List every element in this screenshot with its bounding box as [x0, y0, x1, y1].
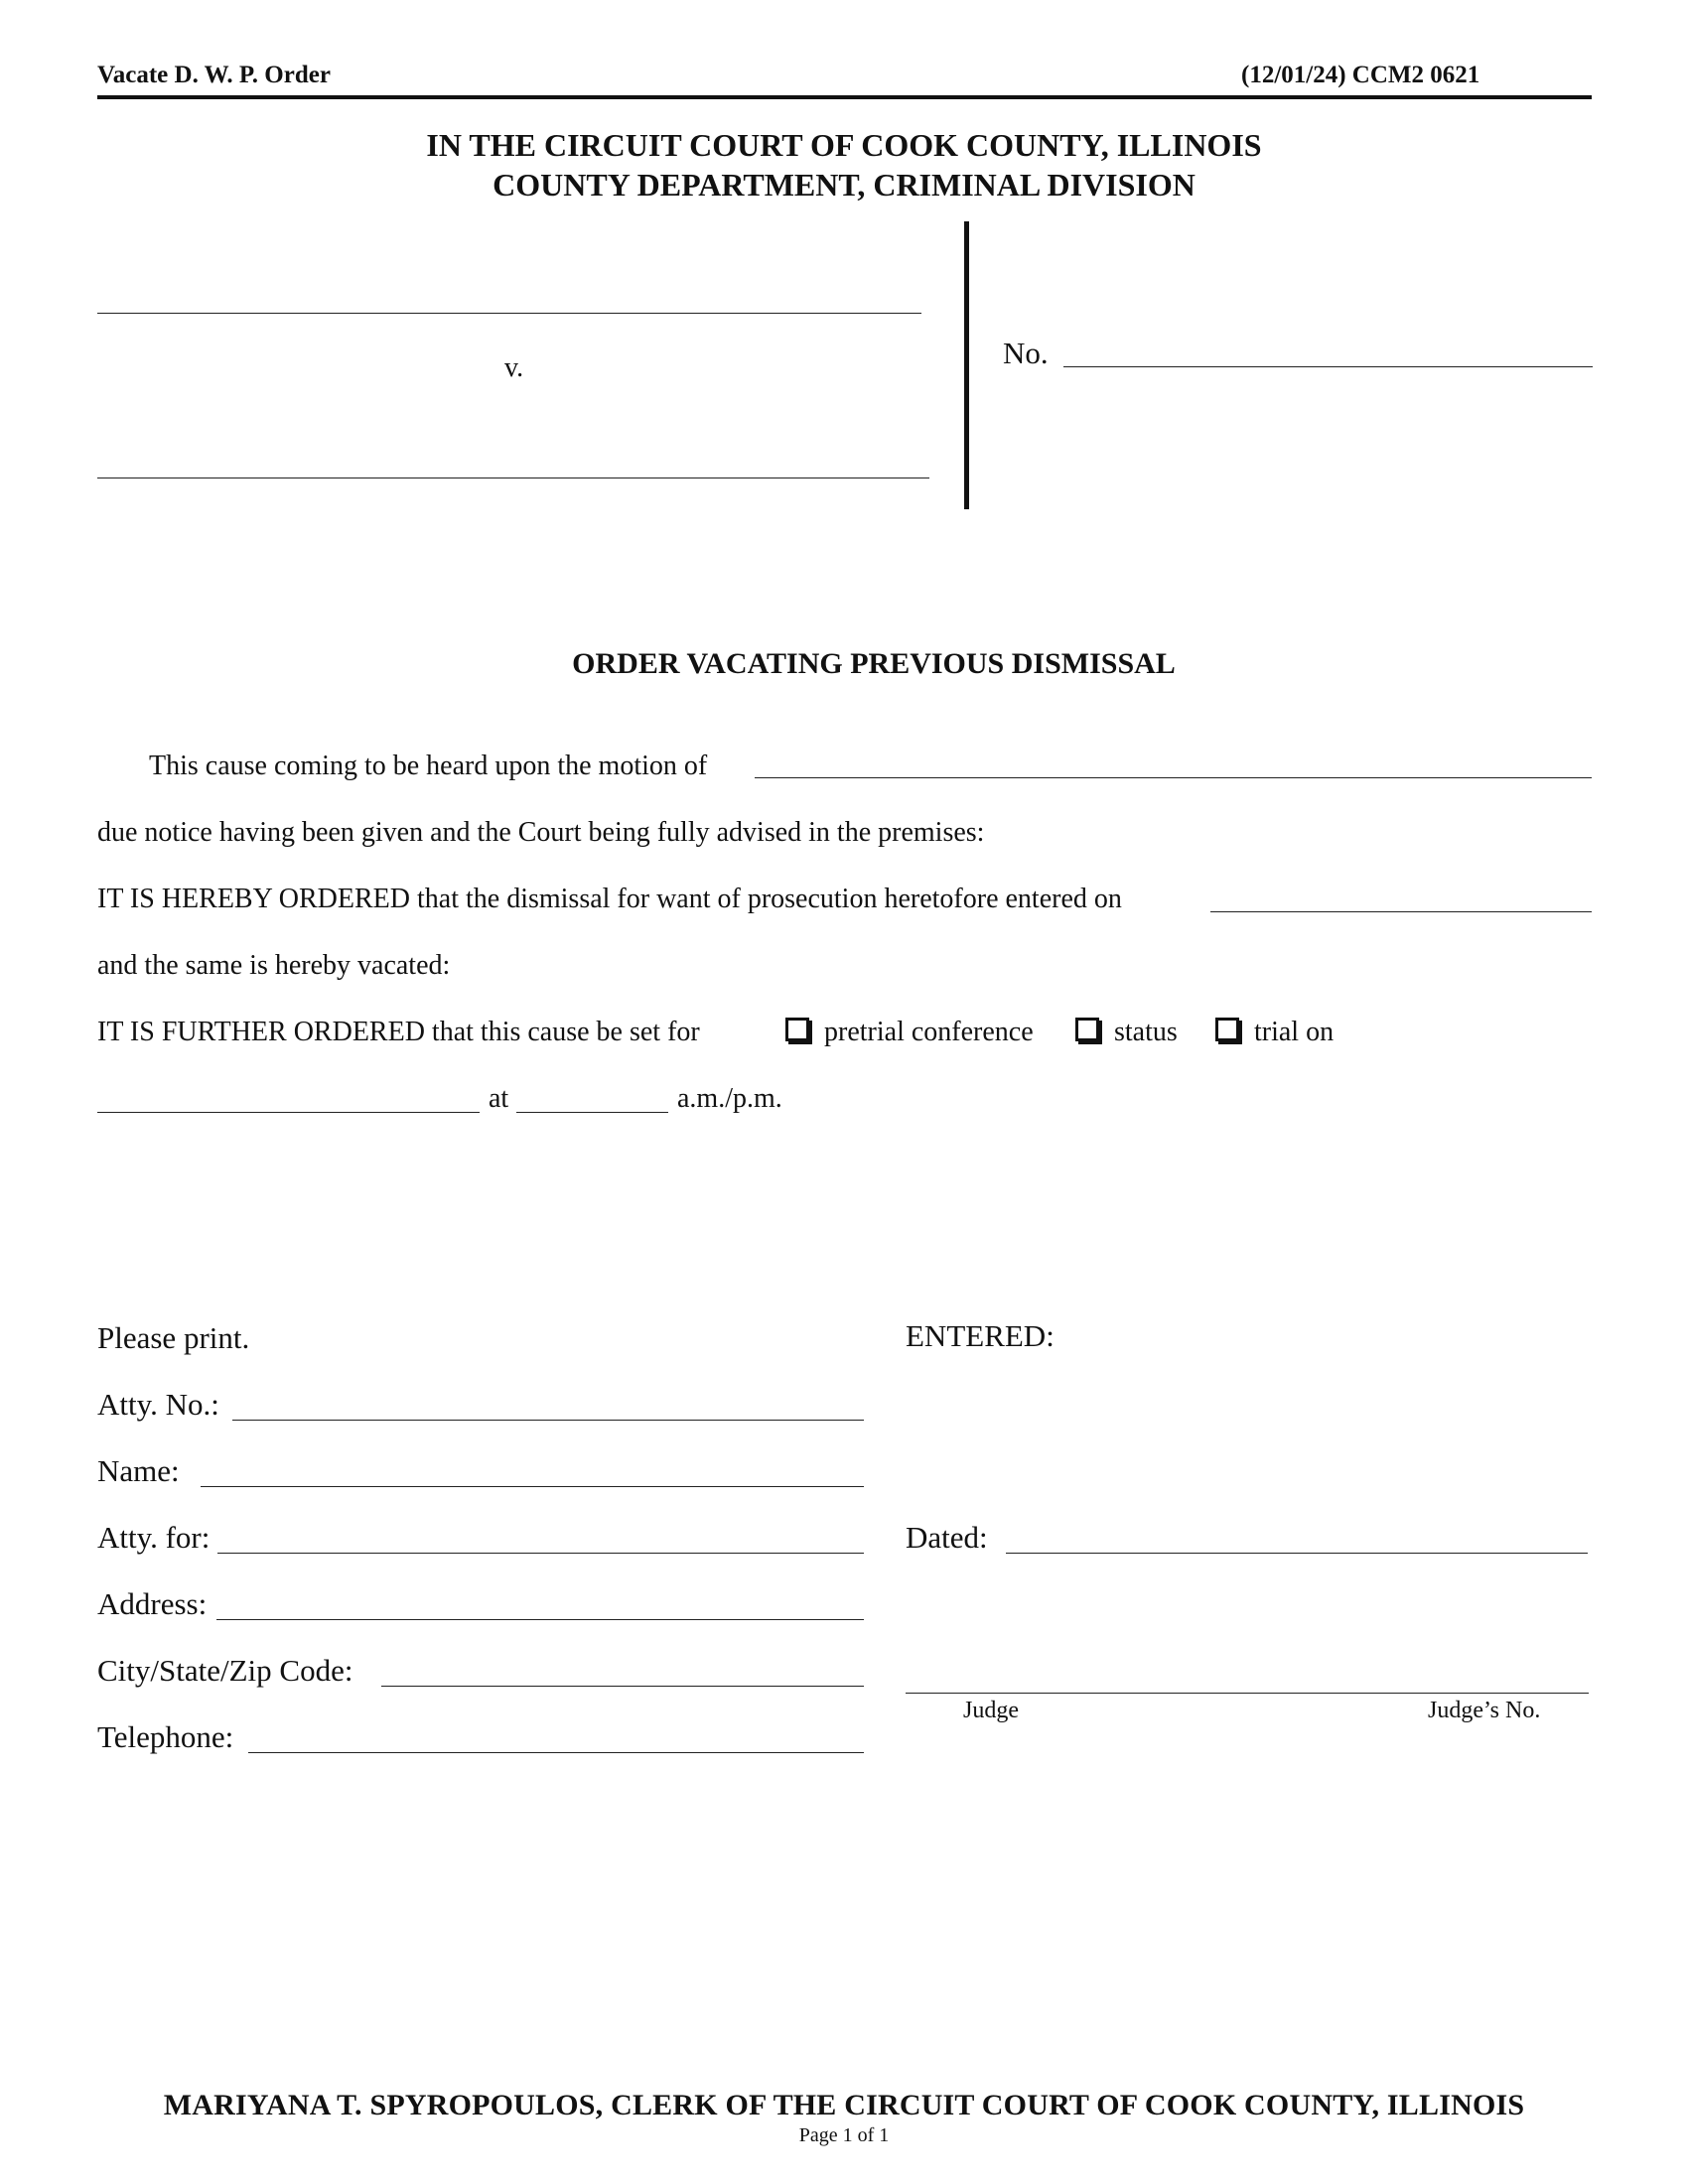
status-label: status [1114, 1017, 1178, 1047]
name-label: Name: [97, 1453, 180, 1488]
case-no-label: No. [1003, 336, 1049, 370]
pretrial-checkbox[interactable] [785, 1018, 809, 1041]
trial-label: trial on [1254, 1017, 1335, 1047]
option-status[interactable] [1075, 1017, 1178, 1048]
hereby-ordered-text: IT IS HEREBY ORDERED that the dismissal for want of prosecution heretofore entered on [97, 884, 1122, 914]
city-state-zip-label: City/State/Zip Code: [97, 1653, 353, 1688]
court-division: COUNTY DEPARTMENT, CRIMINAL DIVISION [492, 167, 1196, 203]
form-title: Vacate D. W. P. Order [97, 62, 331, 88]
form-code: (12/01/24) CCM2 0621 [1241, 62, 1480, 88]
hearing-time-field[interactable] [516, 1112, 668, 1113]
header-rule [97, 95, 1592, 99]
dated-label: Dated: [906, 1520, 988, 1555]
atty-for-label: Atty. for: [97, 1520, 211, 1555]
entered-label: ENTERED: [906, 1318, 1055, 1353]
vacated-text: and the same is hereby vacated: [97, 950, 451, 981]
status-checkbox[interactable] [1075, 1018, 1099, 1041]
dated-field[interactable] [1006, 1553, 1588, 1554]
please-print-label: Please print. [97, 1320, 250, 1355]
option-pretrial[interactable] [785, 1017, 1034, 1048]
address-field[interactable] [216, 1619, 864, 1620]
court-name: IN THE CIRCUIT COURT OF COOK COUNTY, ILLINOIS [426, 127, 1262, 163]
case-no-field[interactable] [1063, 366, 1593, 367]
atty-for-field[interactable] [217, 1553, 864, 1554]
motion-of-field[interactable] [755, 777, 1592, 778]
hearing-date-field[interactable] [97, 1112, 480, 1113]
city-state-zip-field[interactable] [381, 1686, 864, 1687]
further-ordered-text: IT IS FURTHER ORDERED that this cause be set for [97, 1017, 700, 1047]
telephone-field[interactable] [248, 1752, 864, 1753]
dismissal-date-field[interactable] [1210, 911, 1592, 912]
caption-divider [964, 221, 969, 509]
pretrial-label: pretrial conference [824, 1017, 1034, 1047]
versus-label: v. [504, 352, 524, 383]
option-trial[interactable] [1215, 1017, 1334, 1048]
judge-signature-field[interactable] [906, 1693, 1589, 1694]
motion-text: This cause coming to be heard upon the motion of [149, 751, 708, 781]
atty-no-label: Atty. No.: [97, 1387, 219, 1422]
judges-no-label: Judge’s No. [1428, 1698, 1541, 1723]
trial-checkbox[interactable] [1215, 1018, 1239, 1041]
telephone-label: Telephone: [97, 1719, 234, 1754]
atty-no-field[interactable] [232, 1420, 864, 1421]
page-number: Page 1 of 1 [798, 2124, 890, 2146]
at-label: at [489, 1083, 509, 1114]
clerk-footer: MARIYANA T. SPYROPOULOS, CLERK OF THE CIRCUIT COURT OF COOK COUNTY, ILLINOIS [163, 2089, 1525, 2121]
address-label: Address: [97, 1586, 208, 1621]
judge-label: Judge [963, 1698, 1019, 1723]
notice-text: due notice having been given and the Court being fully advised in the premises: [97, 817, 985, 848]
order-title: ORDER VACATING PREVIOUS DISMISSAL [572, 647, 1176, 680]
plaintiff-field[interactable] [97, 313, 921, 314]
name-field[interactable] [201, 1486, 864, 1487]
ampm-label: a.m./p.m. [677, 1083, 782, 1114]
